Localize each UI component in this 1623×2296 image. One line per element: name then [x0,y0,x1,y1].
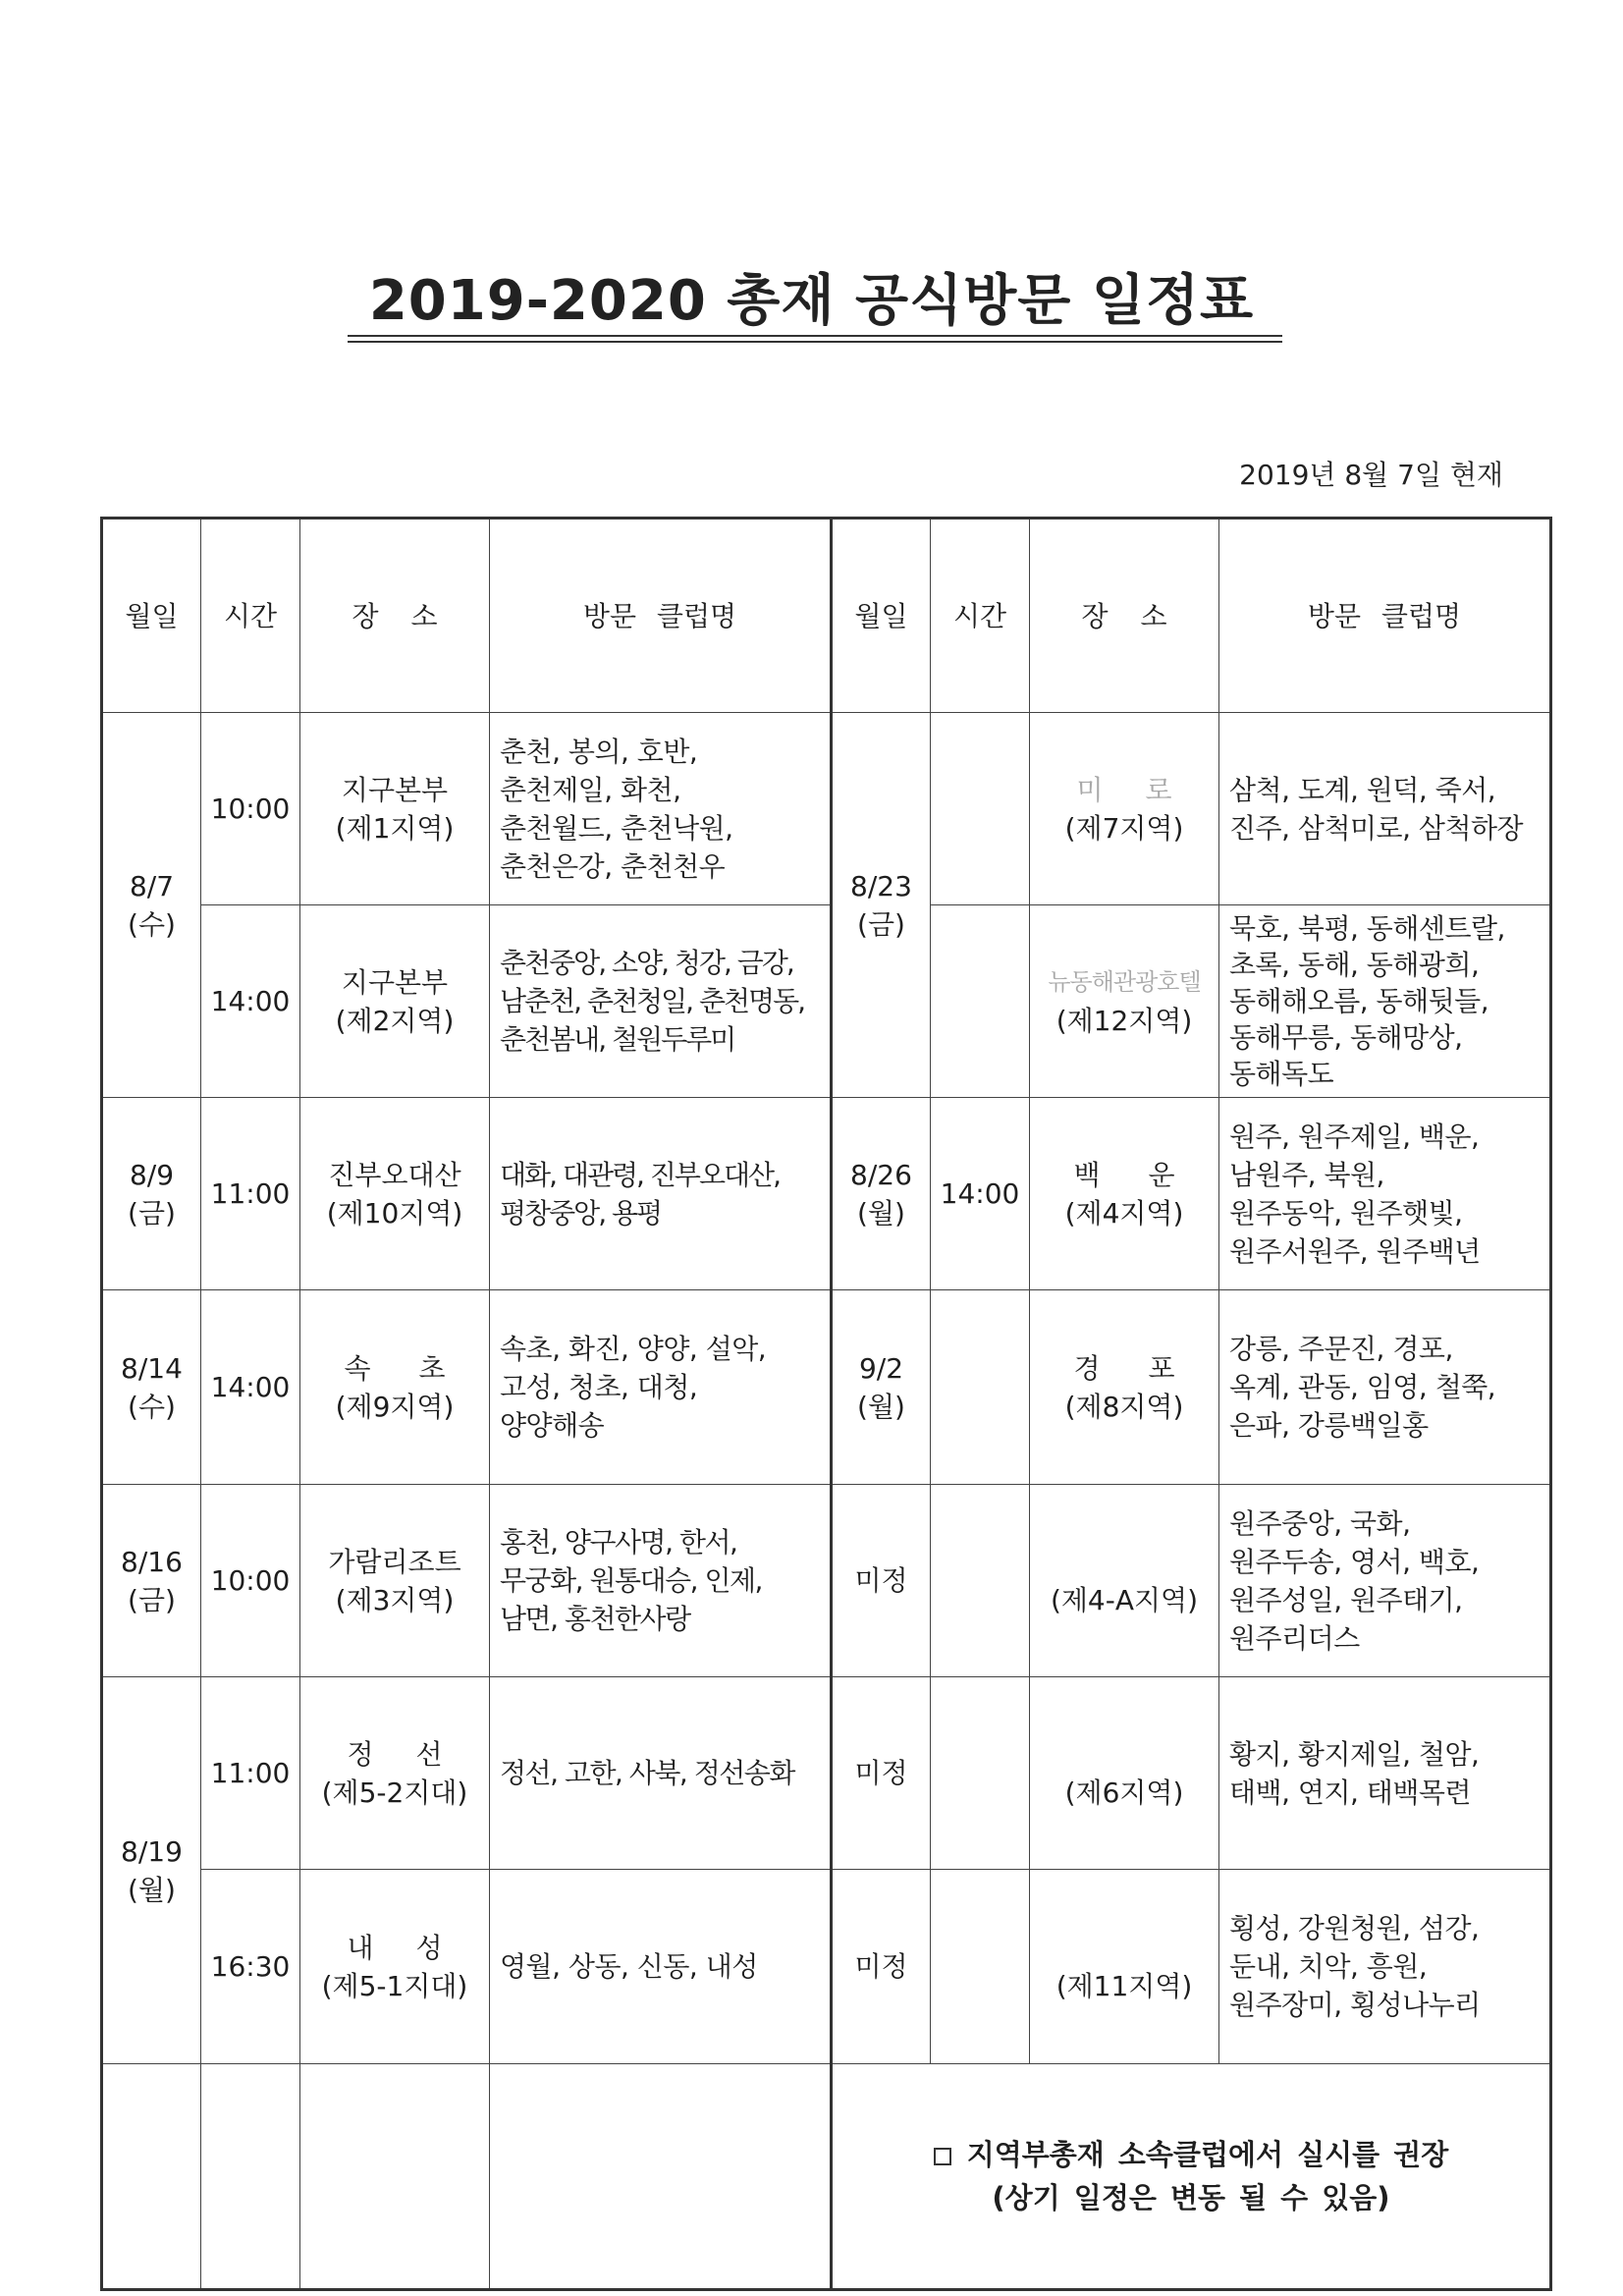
time-cell-right: 14:00 [931,1098,1030,1290]
club-line: 강릉, 주문진, 경포, [1229,1333,1453,1365]
place-cell [300,1677,490,1870]
date-cell [102,1098,201,1290]
clubs-cell [490,905,832,1098]
place-cell-right [1030,1485,1219,1677]
date: 8/7 [129,869,175,902]
header-row [102,519,1551,713]
club-line: 영월, 상동, 신동, 내성 [500,1950,758,1983]
date-cell [102,713,201,1098]
club-line: 옥계, 관동, 임영, 철쭉, [1229,1371,1496,1403]
club-line: 원주성일, 원주태기, [1229,1583,1463,1616]
date-cell-right: 미정 [832,1870,931,2064]
footer-note-line [833,2133,1549,2176]
header-clubs-right: 방문 클럽명 [1219,519,1551,713]
header-place: 장 소 [300,519,490,713]
place: 정 선 [347,1737,443,1771]
club-line: 동해해오름, 동해뒷들, [1229,985,1489,1017]
club-line: 남춘천, 춘천청일, 춘천명동, [500,985,805,1017]
region: (제4-A지역) [1050,1584,1199,1616]
date-cell [102,1290,201,1485]
club-line: 대화, 대관령, 진부오대산, [500,1158,780,1191]
region: (제10지역) [326,1196,463,1230]
place-cell [300,905,490,1098]
header-time-right: 시간 [931,519,1030,713]
clubs-cell-right [1219,713,1551,905]
checkbox-icon [934,2148,951,2165]
place: 가람리조트 [328,1545,461,1578]
time-cell: 11:00 [201,1677,300,1870]
clubs-cell-right [1219,1677,1551,1870]
empty-cell [490,2064,832,2290]
table-row [102,713,1551,905]
weekday: (금) [128,1196,176,1230]
club-line: 묵호, 북평, 동해센트랄, [1229,912,1505,945]
club-line: 동해독도 [1229,1058,1334,1090]
clubs-cell [490,1485,832,1677]
date: 8/26 [850,1158,912,1191]
club-line: 황지, 황지제일, 철암, [1229,1737,1480,1771]
club-line: 남면, 홍천한사랑 [500,1603,690,1635]
clubs-cell [490,1290,832,1485]
place-cell-right [1030,905,1219,1098]
club-line: 정선, 고한, 사북, 정선송화 [500,1757,794,1789]
date-cell [102,1485,201,1677]
time-cell: 14:00 [201,905,300,1098]
empty-cell [102,2064,201,2290]
date: 9/2 [858,1351,904,1385]
date-cell [102,1677,201,2064]
club-line: 원주중앙, 국화, [1229,1506,1411,1540]
club-line: 초록, 동해, 동해광희, [1229,949,1480,981]
club-line: 춘천중앙, 소양, 청강, 금강, [500,947,793,979]
club-line: 원주동악, 원주햇빛, [1229,1196,1463,1230]
date-cell-right [832,1098,931,1290]
place: 경 포 [1073,1351,1175,1385]
clubs-cell [490,1870,832,2064]
table-row [102,905,1551,1098]
time-cell-right [931,1677,1030,1870]
date: 8/23 [850,869,912,902]
club-line: 남원주, 북원, [1229,1158,1384,1191]
as-of-date: 2019년 8월 7일 현재 [1239,459,1503,491]
place-cell-right [1030,1098,1219,1290]
club-line: 원주리더스 [1229,1621,1360,1655]
weekday: (금) [128,1583,176,1616]
empty-cell [300,2064,490,2290]
place: 진부오대산 [328,1158,461,1191]
club-line: 둔내, 치악, 흥원, [1229,1950,1428,1983]
place: 백 운 [1073,1158,1175,1191]
clubs-cell [490,713,832,905]
date: 8/9 [129,1158,175,1191]
table-row [102,1870,1551,2064]
place: 지구본부 [341,773,449,806]
title-underline-2 [348,341,1282,343]
club-line: 춘천은강, 춘천천우 [500,849,726,883]
time-cell: 10:00 [201,1485,300,1677]
club-line: 무궁화, 원통대승, 인제, [500,1564,762,1597]
weekday: (월) [857,1196,905,1230]
date-cell-right: 미정 [832,1677,931,1870]
table-row [102,1098,1551,1290]
page-title: 2019-2020 총재 공식방문 일정표 [368,269,1255,333]
place-cell-right [1030,1677,1219,1870]
region: (제3지역) [335,1583,455,1616]
clubs-cell-right [1219,905,1551,1098]
time-cell: 10:00 [201,713,300,905]
region: (제7지역) [1064,811,1184,845]
region: (제8지역) [1064,1390,1184,1423]
region: (제12지역) [1055,1004,1193,1037]
time-cell-right [931,1485,1030,1677]
header-place-right: 장 소 [1030,519,1219,713]
time-cell: 16:30 [201,1870,300,2064]
weekday: (금) [857,907,905,941]
clubs-cell [490,1098,832,1290]
footer-note-1: 지역부총재 소속클럽에서 실시를 권장 [966,2138,1449,2171]
footer-note-cell [832,2064,1551,2290]
club-line: 원주장미, 횡성나누리 [1229,1989,1481,2021]
club-line: 태백, 연지, 태백목련 [1229,1776,1471,1809]
place-cell [300,1870,490,2064]
place-cell-right [1030,1290,1219,1485]
clubs-cell-right [1219,1485,1551,1677]
place-cell [300,1485,490,1677]
schedule-table [100,517,1552,2291]
title-underline-1 [348,335,1282,337]
clubs-cell-right [1219,1098,1551,1290]
weekday: (수) [128,1390,176,1423]
club-line: 은파, 강릉백일홍 [1229,1409,1429,1442]
club-line: 동해무릉, 동해망상, [1229,1021,1463,1054]
weekday: (월) [857,1390,905,1423]
date-cell-right [832,1290,931,1485]
club-line: 횡성, 강원청원, 섬강, [1229,1912,1480,1944]
place: 뉴동해관광호텔 [1048,967,1201,996]
time-cell-right [931,713,1030,905]
date: 8/14 [121,1351,183,1385]
date-cell-right: 미정 [832,1485,931,1677]
club-line: 양양해송 [500,1409,605,1442]
time-cell: 11:00 [201,1098,300,1290]
table-row [102,1290,1551,1485]
region: (제11지역) [1055,1970,1193,2002]
empty-cell [201,2064,300,2290]
club-line: 원주서원주, 원주백년 [1229,1234,1481,1268]
table-row [102,1677,1551,1870]
place-cell-right [1030,713,1219,905]
region: (제1지역) [335,811,455,845]
clubs-cell-right [1219,1290,1551,1485]
date: 8/16 [121,1545,183,1578]
time-cell: 14:00 [201,1290,300,1485]
time-cell-right [931,1870,1030,2064]
header-clubs: 방문 클럽명 [490,519,832,713]
weekday: (월) [128,1873,176,1906]
date-cell-right [832,713,931,1098]
place: 속 초 [344,1351,446,1385]
clubs-cell [490,1677,832,1870]
club-line: 홍천, 양구사명, 한서, [500,1526,737,1558]
club-line: 춘천봄내, 철원두루미 [500,1023,735,1056]
time-cell-right [931,905,1030,1098]
place: 내 성 [347,1931,443,1964]
time-cell-right [931,1290,1030,1485]
club-line: 원주, 원주제일, 백운, [1229,1120,1480,1153]
region: (제5-1지대) [321,1969,468,2002]
club-line: 고성, 청초, 대청, [500,1371,698,1403]
club-line: 춘천, 봉의, 호반, [500,735,698,768]
header-time: 시간 [201,519,300,713]
club-line: 진주, 삼척미로, 삼척하장 [1229,811,1524,845]
club-line: 춘천제일, 화천, [500,773,681,806]
footer-note-2: (상기 일정은 변동 될 수 있음) [992,2181,1390,2214]
club-line: 춘천월드, 춘천낙원, [500,811,733,845]
place: 지구본부 [341,965,449,999]
region: (제6지역) [1064,1777,1184,1809]
header-date-right: 월일 [832,519,931,713]
footer-row [102,2064,1551,2290]
weekday: (수) [128,907,176,941]
place-cell [300,713,490,905]
header-date: 월일 [102,519,201,713]
clubs-cell-right [1219,1870,1551,2064]
table-row [102,1485,1551,1677]
place: 미 로 [1076,773,1172,806]
club-line: 평창중앙, 용평 [500,1196,662,1230]
club-line: 원주두송, 영서, 백호, [1229,1545,1480,1578]
region: (제2지역) [335,1004,455,1037]
date: 8/19 [121,1834,183,1868]
place-cell [300,1290,490,1485]
place-cell [300,1098,490,1290]
place-cell-right [1030,1870,1219,2064]
club-line: 속초, 화진, 양양, 설악, [500,1333,767,1365]
region: (제4지역) [1064,1196,1184,1230]
club-line: 삼척, 도계, 원덕, 죽서, [1229,773,1496,806]
region: (제9지역) [335,1390,455,1423]
region: (제5-2지대) [321,1776,468,1809]
